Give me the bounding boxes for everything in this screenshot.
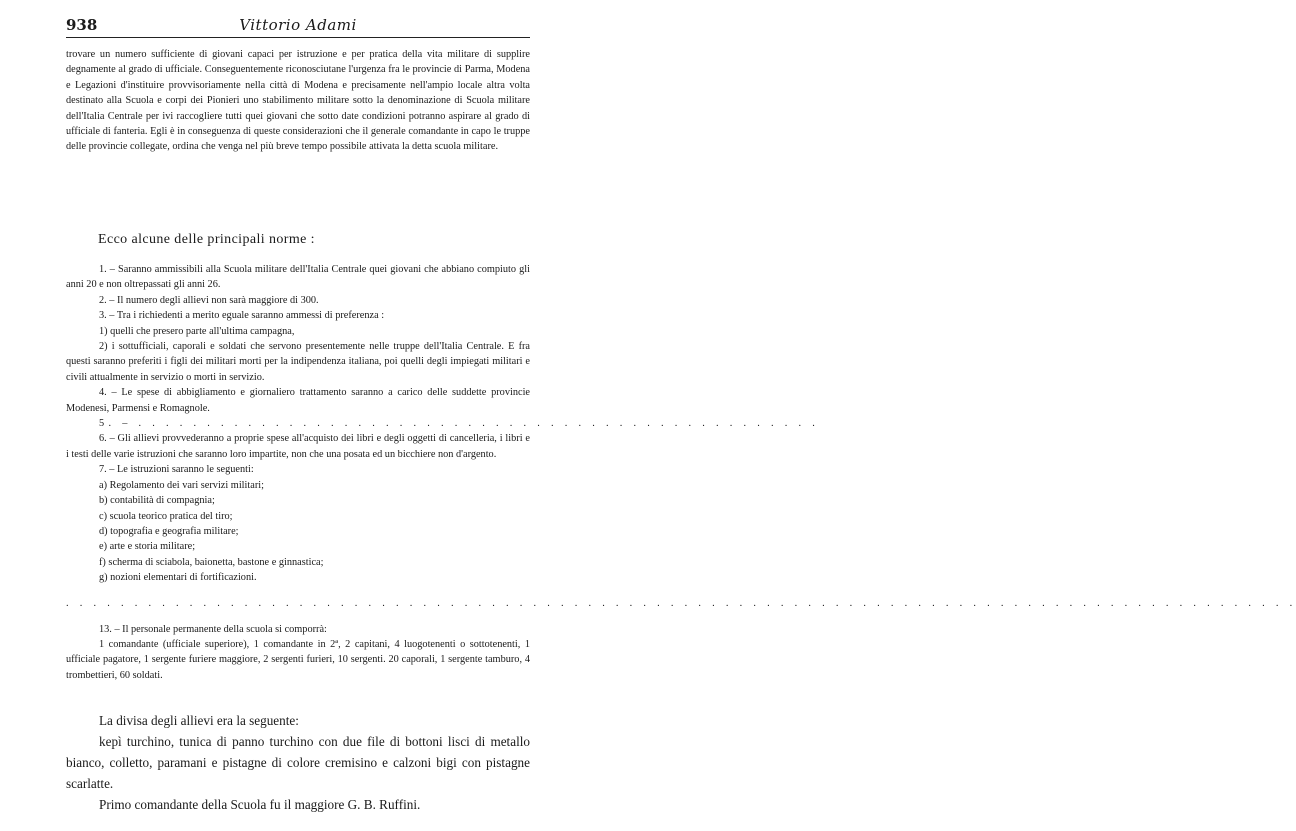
rule-7-item-b: b) contabilità di compagnia; xyxy=(99,495,215,507)
rule-7: 7. – Le istruzioni saranno le seguenti: xyxy=(99,464,254,476)
norme-heading: Ecco alcune delle principali norme : xyxy=(98,232,315,247)
rule-7-item-f: f) scherma di sciabola, baionetta, bastone e ginnastica; xyxy=(99,556,324,568)
page-number: 938 xyxy=(66,16,98,34)
first-commander: Primo comandante della Scuola fu il maggiore G. B. Ruffini. xyxy=(99,797,421,812)
rule-7-item-c: c) scuola teorico pratica del tiro; xyxy=(99,510,233,522)
rule-6: 6. – Gli allievi provvederanno a proprie spese all'acquisto dei libri e degli oggetti di cancelleria, i libri e i testi delle varie istruzioni che saranno loro impartite, non che una posata ed un bicchiere non d'argento. xyxy=(66,433,530,460)
rule-13-detail: 1 comandante (ufficiale superiore), 1 comandante in 2ª, 2 capitani, 4 luogotenenti o sottotenenti, 1 ufficiale pagatore, 1 sergente furiere maggiore, 2 sergenti furieri, 10 sergenti. 20 caporali, 1 sergente tamburo, 4 trombettieri, 60 soldati. xyxy=(66,638,530,681)
page-header xyxy=(66,16,530,38)
header-rule xyxy=(66,37,530,38)
rule-1: 1. – Saranno ammissibili alla Scuola militare dell'Italia Centrale quei giovani che abbiano compiuto gli anni 20 e non oltrepassati gli anni 26. xyxy=(66,264,530,291)
rule-7-item-a: a) Regolamento dei vari servizi militari; xyxy=(99,479,264,491)
rule-5: 5. – . . . . . . . . . . . . . . . . . . . . . . . . . . . . . . . . . . . . . . . . . . . . . . . . . . xyxy=(99,418,820,430)
rule-7-item-e: e) arte e storia militare; xyxy=(99,541,196,553)
intro-block xyxy=(66,47,530,155)
intro-paragraph: trovare un numero sufficiente di giovani capaci per istruzione e per pratica della vita militare di supplire degnamente al grado di ufficiale. Conseguentemente riconosciutane l'urgenza fra le provincie di Parma, Modena e Legazioni d'instituire provvisoriamente nella città di Modena e precisamente nell'ampio locale altra volta destinato alla Scuola e corpi dei Pionieri uno stabilimento militare sotto la denominazione di Scuola militare dell'Italia Centrale per ivi raccogliere tutti quei giovani che sotto date condizioni potranno aspirare al grado di ufficiale di fanteria. Egli è in conseguenza di queste considerazioni che il generale comandante in capo le truppe delle provincie collegate, ordina che venga nel più breve tempo possibile attivata la detta scuola militare. xyxy=(66,49,530,153)
divisa-text: kepì turchino, tunica di panno turchino con due file di bottoni lisci di metallo bianco, colletto, paramani e pistagne di colore cremisino e calzoni bigi con pistagne scarlatte. xyxy=(66,734,530,791)
running-title: Vittorio Adami xyxy=(239,16,357,34)
rule-2: 2. – Il numero degli allievi non sarà maggiore di 300. xyxy=(99,294,319,306)
rule-7-item-g: g) nozioni elementari di fortificazioni. xyxy=(99,572,257,584)
rule-3-item-2: 2) i sottufficiali, caporali e soldati che servono presentemente nelle truppe dell'Italia Centrale. E fra questi saranno preferiti i figli dei militari morti per la indipendenza italiana, poi quelli degli impiegati militari e civili attualmente in servizio o morti in servizio. xyxy=(66,341,530,383)
rule-4: 4. – Le spese di abbigliamento e giornaliero trattamento saranno a carico delle suddette provincie Modenesi, Parmensi e Romagnole. xyxy=(66,387,530,414)
rule-7-item-d: d) topografia e geografia militare; xyxy=(99,525,239,537)
rule-3: 3. – Tra i richiedenti a merito eguale saranno ammessi di preferenza : xyxy=(99,310,385,322)
divisa-heading: La divisa degli allievi era la seguente: xyxy=(99,713,299,728)
divisa-block xyxy=(66,710,530,815)
rules-list xyxy=(66,262,1296,683)
rule-3-item-1: 1) quelli che presero parte all'ultima campagna, xyxy=(99,325,295,337)
omission-dots: . . . . . . . . . . . . . . . . . . . . . . . . . . . . . . . . . . . . . . . . . . . . . . . . . . . . . . . . . . . . . . . . . . . . . . . . . . . . . . . . . . . . . . . . . . xyxy=(66,597,1296,609)
rule-13: 13. – Il personale permanente della scuola si comporrà: xyxy=(99,623,327,635)
